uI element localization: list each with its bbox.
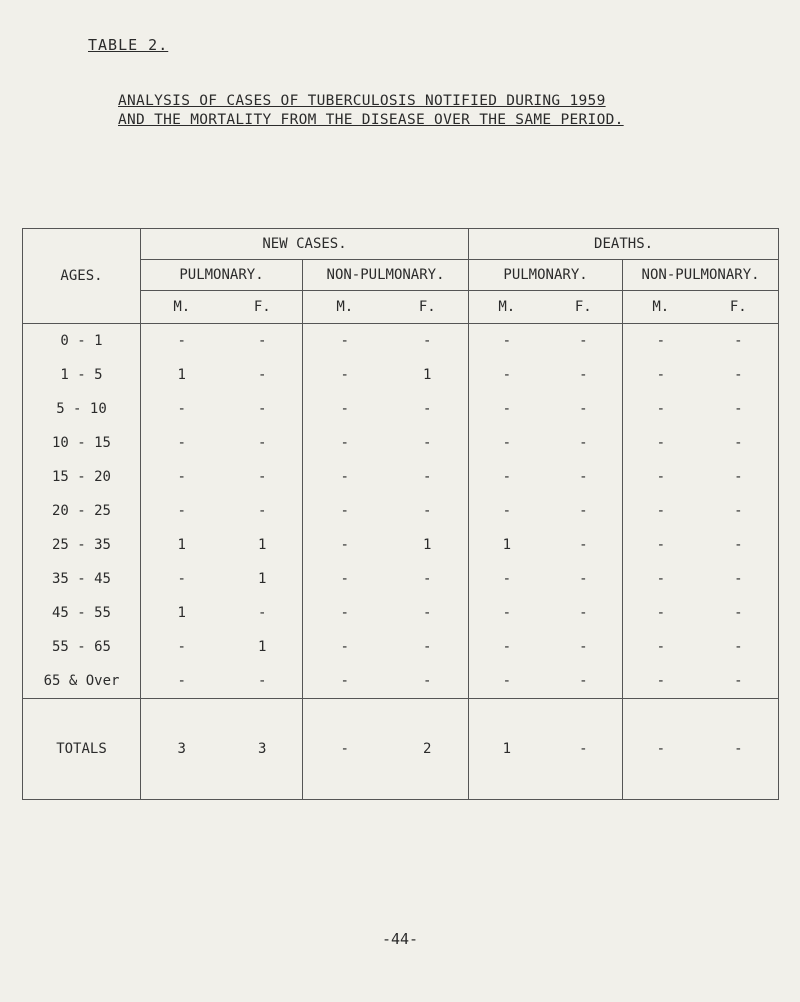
new-pulmonary-header: PULMONARY. — [141, 260, 303, 291]
table-row — [23, 596, 779, 630]
sex-header-male: M. — [141, 291, 223, 324]
total-cell: - — [545, 699, 623, 800]
heading-line-2: AND THE MORTALITY FROM THE DISEASE OVER THE SAME PERIOD. — [118, 112, 624, 128]
age-cell: 1 - 5 — [23, 358, 141, 392]
age-cell: 20 - 25 — [23, 494, 141, 528]
table-row — [23, 630, 779, 664]
value-cell: 1 — [141, 528, 223, 562]
sex-header-male: M. — [469, 291, 545, 324]
value-cell: - — [423, 401, 432, 417]
sex-header-female: F. — [699, 291, 779, 324]
value-cell: - — [699, 562, 779, 596]
value-cell: - — [258, 367, 267, 383]
value-cell: 1 — [141, 358, 223, 392]
value-cell: - — [623, 562, 699, 596]
value-cell: - — [623, 324, 699, 359]
value-cell: - — [579, 503, 588, 519]
table-row — [23, 324, 779, 359]
table-row — [23, 528, 779, 562]
value-cell: - — [699, 392, 779, 426]
value-cell: - — [469, 596, 545, 630]
value-cell: - — [303, 596, 387, 630]
total-cell: 3 — [223, 699, 303, 800]
value-cell: - — [699, 426, 779, 460]
value-cell: 1 — [258, 639, 267, 655]
value-cell: - — [699, 324, 779, 359]
value-cell: - — [623, 460, 699, 494]
totals-row — [23, 699, 779, 800]
value-cell: - — [579, 435, 588, 451]
value-cell: - — [579, 605, 588, 621]
ages-header: AGES. — [23, 229, 141, 324]
value-cell: - — [579, 401, 588, 417]
value-cell: - — [141, 494, 223, 528]
value-cell: - — [141, 562, 223, 596]
value-cell: - — [579, 367, 588, 383]
value-cell: - — [423, 673, 432, 689]
value-cell: - — [423, 571, 432, 587]
value-cell: 1 — [258, 537, 267, 553]
value-cell: - — [623, 528, 699, 562]
value-cell: - — [469, 358, 545, 392]
value-cell: 1 — [141, 596, 223, 630]
value-cell: - — [469, 494, 545, 528]
table-row — [23, 494, 779, 528]
value-cell: - — [303, 358, 387, 392]
value-cell: - — [623, 494, 699, 528]
age-cell: 25 - 35 — [23, 528, 141, 562]
total-cell: - — [699, 699, 779, 800]
value-cell: - — [141, 630, 223, 664]
value-cell: - — [579, 639, 588, 655]
value-cell: - — [303, 494, 387, 528]
value-cell: - — [469, 630, 545, 664]
tuberculosis-table — [22, 228, 779, 800]
value-cell: - — [258, 605, 267, 621]
value-cell: 1 — [423, 537, 432, 553]
value-cell: - — [579, 469, 588, 485]
total-cell: - — [623, 699, 699, 800]
total-cell: - — [303, 699, 387, 800]
totals-label: TOTALS — [23, 699, 141, 800]
total-cell: 2 — [387, 699, 469, 800]
value-cell: - — [303, 324, 387, 359]
value-cell: - — [258, 503, 267, 519]
value-cell: - — [258, 333, 267, 349]
value-cell: - — [699, 494, 779, 528]
value-cell: - — [623, 630, 699, 664]
sex-header-female: F. — [545, 291, 623, 324]
value-cell: - — [469, 460, 545, 494]
table-row — [23, 426, 779, 460]
value-cell: - — [469, 664, 545, 699]
value-cell: 1 — [469, 528, 545, 562]
value-cell: - — [303, 460, 387, 494]
value-cell: - — [258, 469, 267, 485]
value-cell: - — [303, 392, 387, 426]
value-cell: - — [469, 392, 545, 426]
value-cell: - — [623, 392, 699, 426]
value-cell: - — [141, 324, 223, 359]
table-row — [23, 460, 779, 494]
value-cell: - — [303, 426, 387, 460]
value-cell: - — [141, 392, 223, 426]
new-cases-header: NEW CASES. — [141, 229, 469, 260]
value-cell: - — [258, 435, 267, 451]
header-row-groups — [23, 229, 779, 260]
value-cell: - — [579, 333, 588, 349]
table-label: TABLE 2. — [88, 36, 169, 54]
value-cell: - — [623, 358, 699, 392]
value-cell: - — [699, 460, 779, 494]
value-cell: - — [579, 673, 588, 689]
value-cell: - — [699, 358, 779, 392]
age-cell: 55 - 65 — [23, 630, 141, 664]
value-cell: - — [623, 426, 699, 460]
total-cell: 3 — [141, 699, 223, 800]
value-cell: - — [623, 664, 699, 699]
sex-header-male: M. — [623, 291, 699, 324]
value-cell: 1 — [423, 367, 432, 383]
sex-header-female: F. — [387, 291, 469, 324]
new-non-pulmonary-header: NON-PULMONARY. — [303, 260, 469, 291]
value-cell: - — [699, 630, 779, 664]
value-cell: - — [141, 426, 223, 460]
age-cell: 45 - 55 — [23, 596, 141, 630]
total-cell: 1 — [469, 699, 545, 800]
page-number: -44- — [381, 930, 419, 948]
value-cell: - — [423, 435, 432, 451]
value-cell: - — [303, 664, 387, 699]
age-cell: 0 - 1 — [23, 324, 141, 359]
value-cell: - — [699, 528, 779, 562]
value-cell: - — [699, 664, 779, 699]
age-cell: 15 - 20 — [23, 460, 141, 494]
value-cell: - — [141, 460, 223, 494]
value-cell: - — [303, 528, 387, 562]
value-cell: - — [423, 333, 432, 349]
value-cell: - — [423, 503, 432, 519]
table-row — [23, 392, 779, 426]
value-cell: - — [623, 596, 699, 630]
heading-line-1: ANALYSIS OF CASES OF TUBERCULOSIS NOTIFIED DURING 1959 — [118, 93, 606, 109]
value-cell: - — [699, 596, 779, 630]
age-cell: 35 - 45 — [23, 562, 141, 596]
sex-header-female: F. — [223, 291, 303, 324]
value-cell: - — [579, 537, 588, 553]
value-cell: - — [423, 605, 432, 621]
age-cell: 5 - 10 — [23, 392, 141, 426]
page-heading — [118, 92, 738, 130]
deaths-header: DEATHS. — [469, 229, 779, 260]
sex-header-male: M. — [303, 291, 387, 324]
age-cell: 65 & Over — [23, 664, 141, 699]
value-cell: - — [258, 673, 267, 689]
value-cell: - — [141, 664, 223, 699]
table-row — [23, 562, 779, 596]
value-cell: - — [469, 562, 545, 596]
value-cell: - — [469, 324, 545, 359]
value-cell: - — [579, 571, 588, 587]
value-cell: - — [423, 469, 432, 485]
value-cell: - — [303, 562, 387, 596]
table-row — [23, 358, 779, 392]
value-cell: - — [303, 630, 387, 664]
value-cell: 1 — [258, 571, 267, 587]
value-cell: - — [469, 426, 545, 460]
value-cell: - — [423, 639, 432, 655]
table-row — [23, 664, 779, 699]
age-cell: 10 - 15 — [23, 426, 141, 460]
deaths-pulmonary-header: PULMONARY. — [469, 260, 623, 291]
deaths-non-pulmonary-header: NON-PULMONARY. — [623, 260, 779, 291]
value-cell: - — [258, 401, 267, 417]
